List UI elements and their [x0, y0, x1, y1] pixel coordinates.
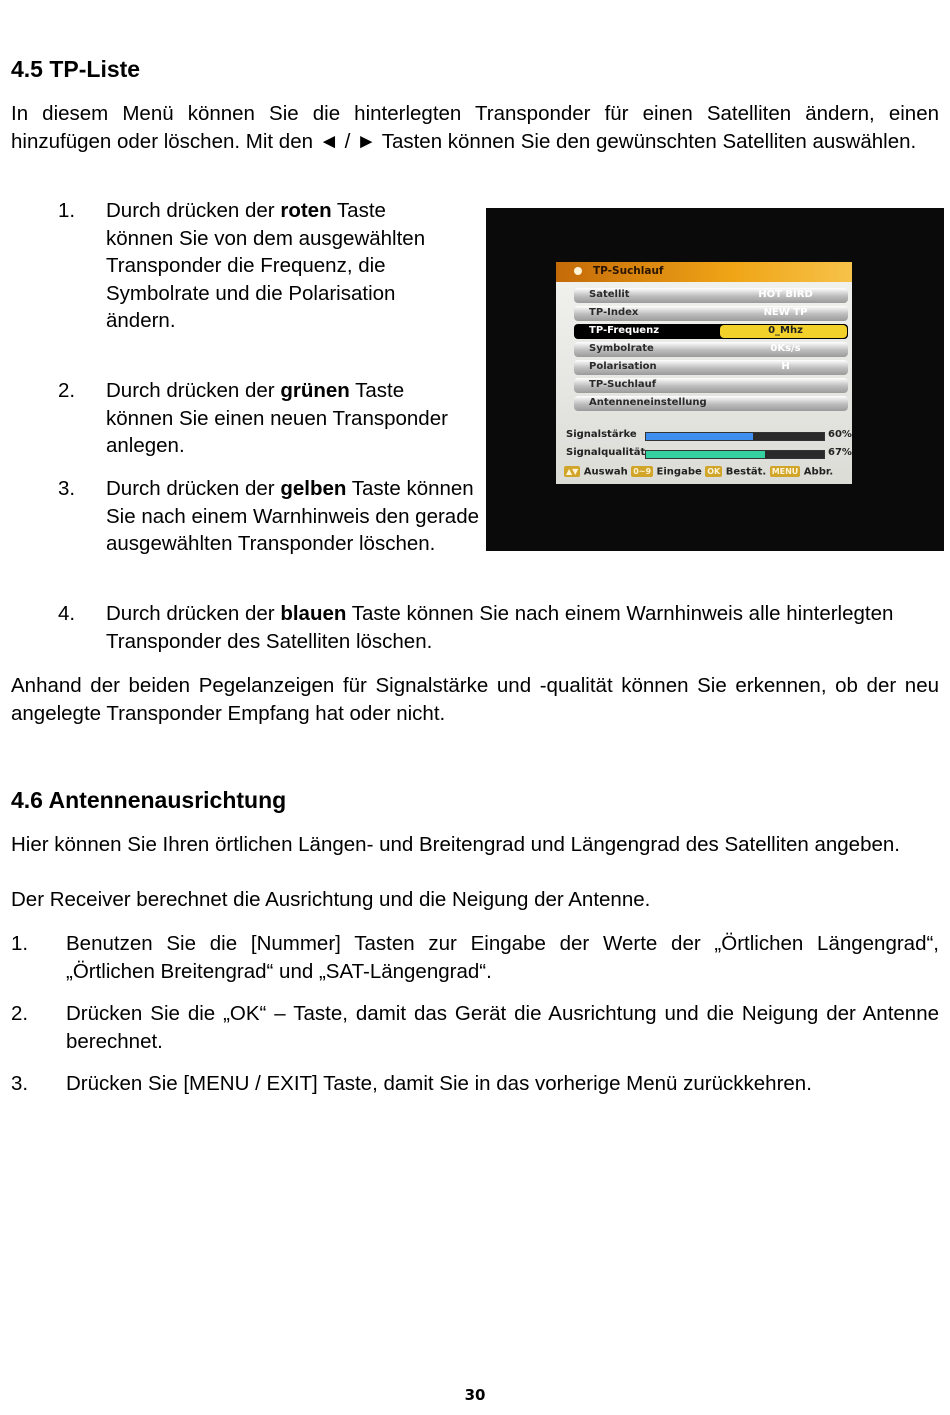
closing-paragraph: Anhand der beiden Pegelanzeigen für Signalstärke und -qualität können Sie erkennen, ob der neu angelegte Transponder Empfang hat oder nicht.: [11, 674, 939, 725]
menu-row-label: Polarisation: [589, 361, 657, 372]
ok-key-icon: OK: [707, 467, 721, 476]
menu-row-value: HOT BIRD: [758, 289, 813, 300]
menu-row-label: Satellit: [589, 289, 630, 300]
signal-strength-label: Signalstärke: [566, 429, 637, 440]
menu-row-tp-frequenz[interactable]: [574, 324, 848, 339]
menu-row-value: 0Ks/s: [770, 343, 801, 354]
section-heading-tp-liste: 4.5 TP-Liste: [11, 56, 141, 82]
menu-row-antenneneinstellung[interactable]: [574, 396, 848, 411]
list-item: Durch drücken der gelben Taste können Sie nach einem Warnhinweis den gerade ausgewählten Transponder löschen.: [106, 477, 480, 555]
menu-row-tp-index[interactable]: [574, 306, 848, 321]
digit-key-icon: 0~9: [633, 467, 652, 476]
signal-strength-fill: [646, 433, 753, 440]
menu-key-icon: MENU: [771, 467, 799, 476]
key-legend: [564, 466, 850, 480]
signal-quality-value: 67%: [828, 447, 852, 458]
legend-cancel: Abbr.: [803, 466, 834, 478]
signal-strength-value: 60%: [828, 429, 852, 440]
list-number: 2.: [58, 379, 76, 402]
legend-confirm: Bestät.: [725, 466, 767, 478]
list-item: Durch drücken der grünen Taste können Sie einen neuen Transponder anlegen.: [106, 379, 448, 457]
list-number: 3.: [58, 477, 76, 500]
menu-row-label: TP-Suchlauf: [589, 379, 657, 390]
legend-input: Eingabe: [656, 466, 702, 478]
menu-row-label: TP-Frequenz: [589, 325, 660, 336]
menu-row-label: Symbolrate: [589, 343, 654, 354]
signal-quality-bar: [645, 450, 825, 459]
intro-paragraph: Der Receiver berechnet die Ausrichtung und die Neigung der Antenne.: [11, 888, 651, 911]
menu-row-value: 0_Mhz: [768, 325, 803, 336]
list-item: Durch drücken der roten Taste können Sie von dem ausgewählten Transponder die Frequenz, die Symbolrate und die Polarisation ändern.: [106, 199, 426, 332]
menu-row-symbolrate[interactable]: [574, 342, 848, 357]
arrow-key-icon: ▲▼: [566, 467, 579, 476]
bullet-icon: [574, 267, 582, 275]
signal-strength-bar: [645, 432, 825, 441]
list-number: 2.: [11, 1002, 29, 1025]
list-number: 4.: [58, 602, 76, 625]
menu-title-bar: [556, 262, 852, 282]
section-heading-antennenausrichtung: 4.6 Antennenausrichtung: [11, 787, 287, 813]
signal-quality-label: Signalqualität: [566, 447, 646, 458]
page-number: 30: [464, 1386, 486, 1404]
intro-paragraph: Hier können Sie Ihren örtlichen Längen- und Breitengrad und Längengrad des Satelliten angeben.: [11, 833, 900, 856]
list-item: Durch drücken der blauen Taste können Sie nach einem Warnhinweis alle hinterlegten Transponder des Satelliten löschen.: [106, 602, 894, 653]
legend-move: Auswah: [583, 466, 628, 478]
list-item: Drücken Sie [MENU / EXIT] Taste, damit Sie in das vorherige Menü zurückkehren.: [66, 1072, 812, 1095]
menu-row-value: H: [781, 361, 790, 372]
tp-suchlauf-menu: [556, 262, 852, 484]
receiver-menu-screenshot: [486, 208, 944, 551]
menu-row-polarisation[interactable]: [574, 360, 848, 375]
list-number: 3.: [11, 1072, 29, 1095]
menu-row-satellit[interactable]: [574, 288, 848, 303]
list-number: 1.: [58, 199, 76, 222]
menu-title: TP-Suchlauf: [593, 265, 664, 277]
menu-row-value: NEW TP: [763, 307, 808, 318]
list-item: Benutzen Sie die [Nummer] Tasten zur Eingabe der Werte der „Örtlichen Längengrad“, „Örtlichen Breitengrad“ und „SAT-Längengrad“.: [66, 932, 939, 983]
menu-row-tp-suchlauf[interactable]: [574, 378, 848, 393]
list-number: 1.: [11, 932, 29, 955]
list-item: Drücken Sie die „OK“ – Taste, damit das Gerät die Ausrichtung und die Neigung der Antenne berechnet.: [66, 1002, 939, 1053]
menu-row-label: TP-Index: [589, 307, 639, 318]
intro-paragraph: In diesem Menü können Sie die hinterlegten Transponder für einen Satelliten ändern, einen hinzufügen oder löschen. Mit den ◄ / ► Tasten können Sie den gewünschten Satelliten auswählen.: [11, 102, 939, 153]
menu-row-label: Antenneneinstellung: [589, 397, 707, 408]
signal-quality-fill: [646, 451, 765, 458]
